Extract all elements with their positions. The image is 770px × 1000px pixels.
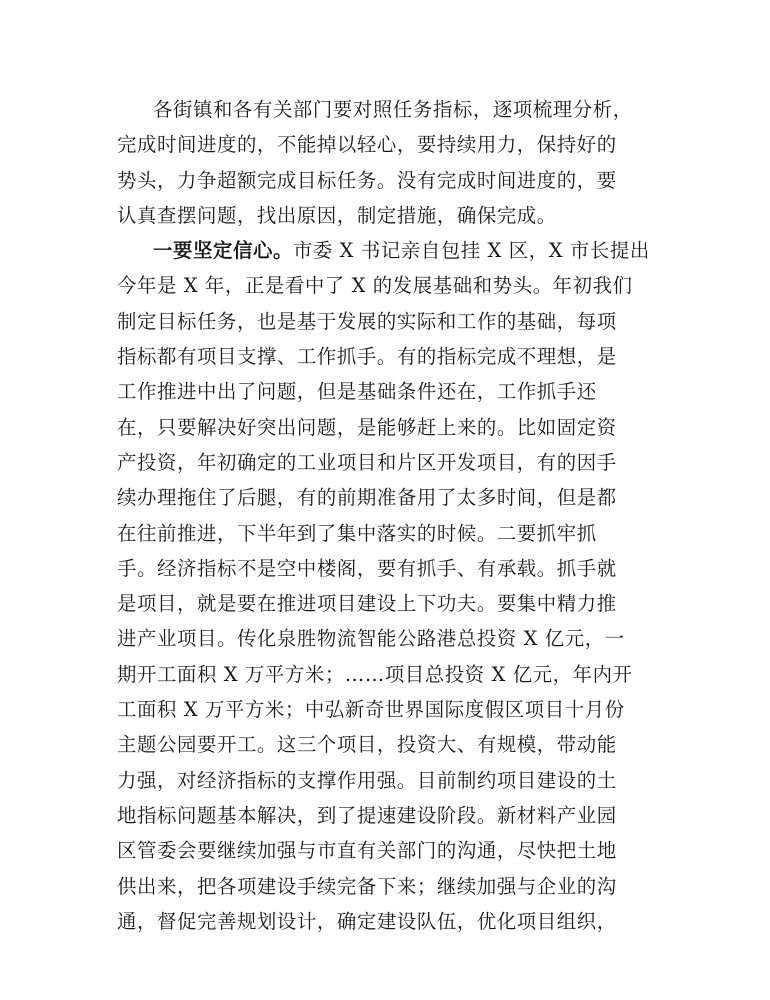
paragraph-2-line-1 [117,233,650,268]
paragraph-2-line-6: 在，只要解决好突出问题，是能够赶上来的。比如固定资 [117,415,617,439]
document-body [117,92,650,939]
paragraph-2-line-9: 在往前推进，下半年到了集中落实的时候。二要抓牢抓 [117,521,597,545]
paragraph-2-first-line-rest: 市委 X 书记亲自包挂 X 区，X 市长提出 [292,239,650,263]
paragraph-2-line-5: 工作推进中出了问题，但是基础条件还在，工作抓手还 [117,380,597,404]
paragraph-2-line-10: 手。经济指标不是空中楼阁，要有抓手、有承载。抓手就 [117,556,617,580]
paragraph-1-line-2: 完成时间进度的，不能掉以轻心，要持续用力，保持好的 [117,133,617,157]
paragraph-2-line-4: 指标都有项目支撑、工作抓手。有的指标完成不理想，是 [117,345,617,369]
paragraph-1-line-4: 认真查摆问题，找出原因，制定措施，确保完成。 [117,203,557,227]
paragraph-2-line-15: 主题公园要开工。这三个项目，投资大、有规模，带动能 [117,733,617,757]
paragraph-2-line-14: 工面积 X 万平方米；中弘新奇世界国际度假区项目十月份 [117,698,625,722]
paragraph-2-line-16: 力强，对经济指标的支撑作用强。目前制约项目建设的土 [117,768,617,792]
paragraph-2-line-7: 产投资，年初确定的工业项目和片区开发项目，有的因手 [117,450,617,474]
paragraph-2-heading: 一要坚定信心。 [153,239,293,263]
paragraph-2-line-18: 区管委会要继续加强与市直有关部门的沟通，尽快把土地 [117,839,617,863]
paragraph-2-line-2: 今年是 X 年，正是看中了 X 的发展基础和势头。年初我们 [117,274,633,298]
paragraph-2-line-12: 进产业项目。传化泉胜物流智能公路港总投资 X 亿元，一 [117,627,625,651]
paragraph-2-line-17: 地指标问题基本解决，到了提速建设阶段。新材料产业园 [117,803,617,827]
paragraph-2-line-13: 期开工面积 X 万平方米；……项目总投资 X 亿元，年内开 [117,662,633,686]
paragraph-2-line-20: 通，督促完善规划设计，确定建设队伍，优化项目组织， [117,909,617,933]
paragraph-2-line-11: 是项目，就是要在推进项目建设上下功夫。要集中精力推 [117,592,617,616]
paragraph-2-line-3: 制定目标任务，也是基于发展的实际和工作的基础，每项 [117,309,617,333]
paragraph-1-line-3: 势头，力争超额完成目标任务。没有完成时间进度的，要 [117,168,617,192]
paragraph-2-line-19: 供出来，把各项建设手续完备下来；继续加强与企业的沟 [117,874,617,898]
paragraph-2-line-8: 续办理拖住了后腿，有的前期准备用了太多时间，但是都 [117,486,617,510]
paragraph-1-line-1: 各街镇和各有关部门要对照任务指标，逐项梳理分析， [153,98,633,121]
